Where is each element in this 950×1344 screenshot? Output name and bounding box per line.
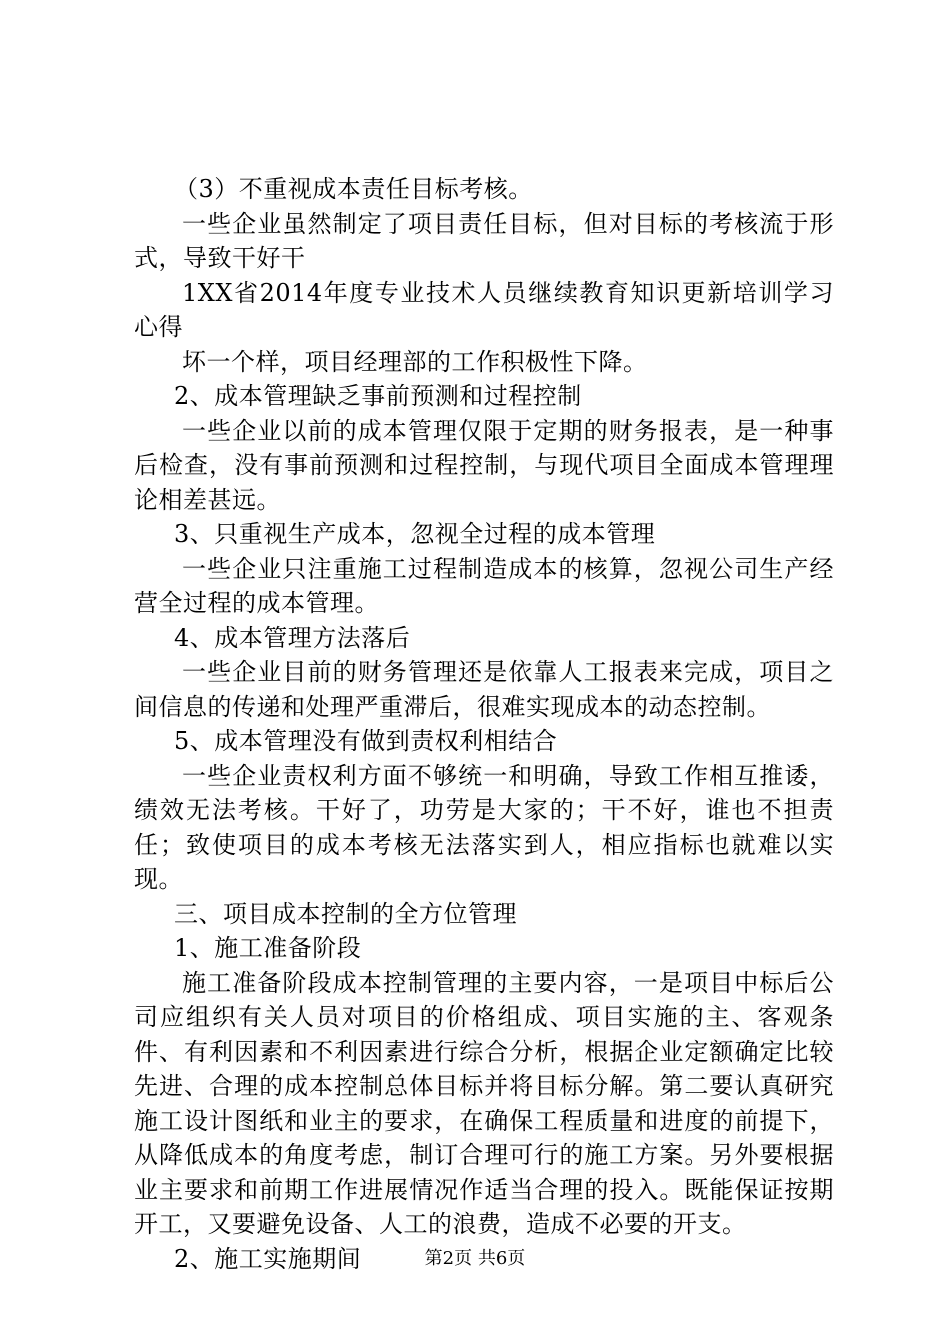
paragraph: 一些企业虽然制定了项目责任目标，但对目标的考核流于形式，导致干好干 [134,209,834,272]
paragraph: 一些企业只注重施工过程制造成本的核算，忽视公司生产经营全过程的成本管理。 [134,554,834,617]
paragraph-heading: 2、成本管理缺乏事前预测和过程控制 [174,382,582,410]
paragraph-heading: 3、只重视生产成本，忽视全过程的成本管理 [174,520,656,548]
page-footer [0,1247,950,1271]
paragraph: 施工准备阶段成本控制管理的主要内容，一是项目中标后公司应组织有关人员对项目的价格组成、项目实施的主、客观条件、有利因素和不利因素进行综合分析，根据企业定额确定比较先进、合理的成本控制总体目标并将目标分解。第二要认真研究施工设计图纸和业主的要求，在确保工程质量和进度的前提下，从降低成本的角度考虑，制订合理可行的施工方案。另外要根据业主要求和前期工作进展情况作适当合理的投入。既能保证按期开工，又要避免设备、人工的浪费，造成不必要的开支。 [134,968,834,1238]
paragraph-heading: 4、成本管理方法落后 [174,623,411,652]
paragraph-heading: （3）不重视成本责任目标考核。 [174,175,533,203]
paragraph: 一些企业以前的成本管理仅限于定期的财务报表，是一种事后检查，没有事前预测和过程控制，与现代项目全面成本管理理论相差甚远。 [134,416,834,514]
paragraph-heading: 2、施工实施期间 [174,1244,362,1273]
paragraph: 1XX省2014年度专业技术人员继续教育知识更新培训学习心得 [134,278,834,341]
paragraph-heading: 5、成本管理没有做到责权利相结合 [174,727,558,755]
document-body [134,172,834,1276]
paragraph-heading: 1、施工准备阶段 [174,934,362,962]
paragraph: 坏一个样，项目经理部的工作积极性下降。 [182,347,648,376]
page-number-label: 第2页 共6页 [424,1248,526,1269]
paragraph: 一些企业目前的财务管理还是依靠人工报表来完成，项目之间信息的传递和处理严重滞后，很难实现成本的动态控制。 [134,658,834,721]
paragraph-heading: 三、项目成本控制的全方位管理 [174,899,517,928]
paragraph: 一些企业责权利方面不够统一和明确，导致工作相互推诿，绩效无法考核。干好了，功劳是大家的；干不好，谁也不担责任；致使项目的成本考核无法落实到人，相应指标也就难以实现。 [134,761,834,893]
